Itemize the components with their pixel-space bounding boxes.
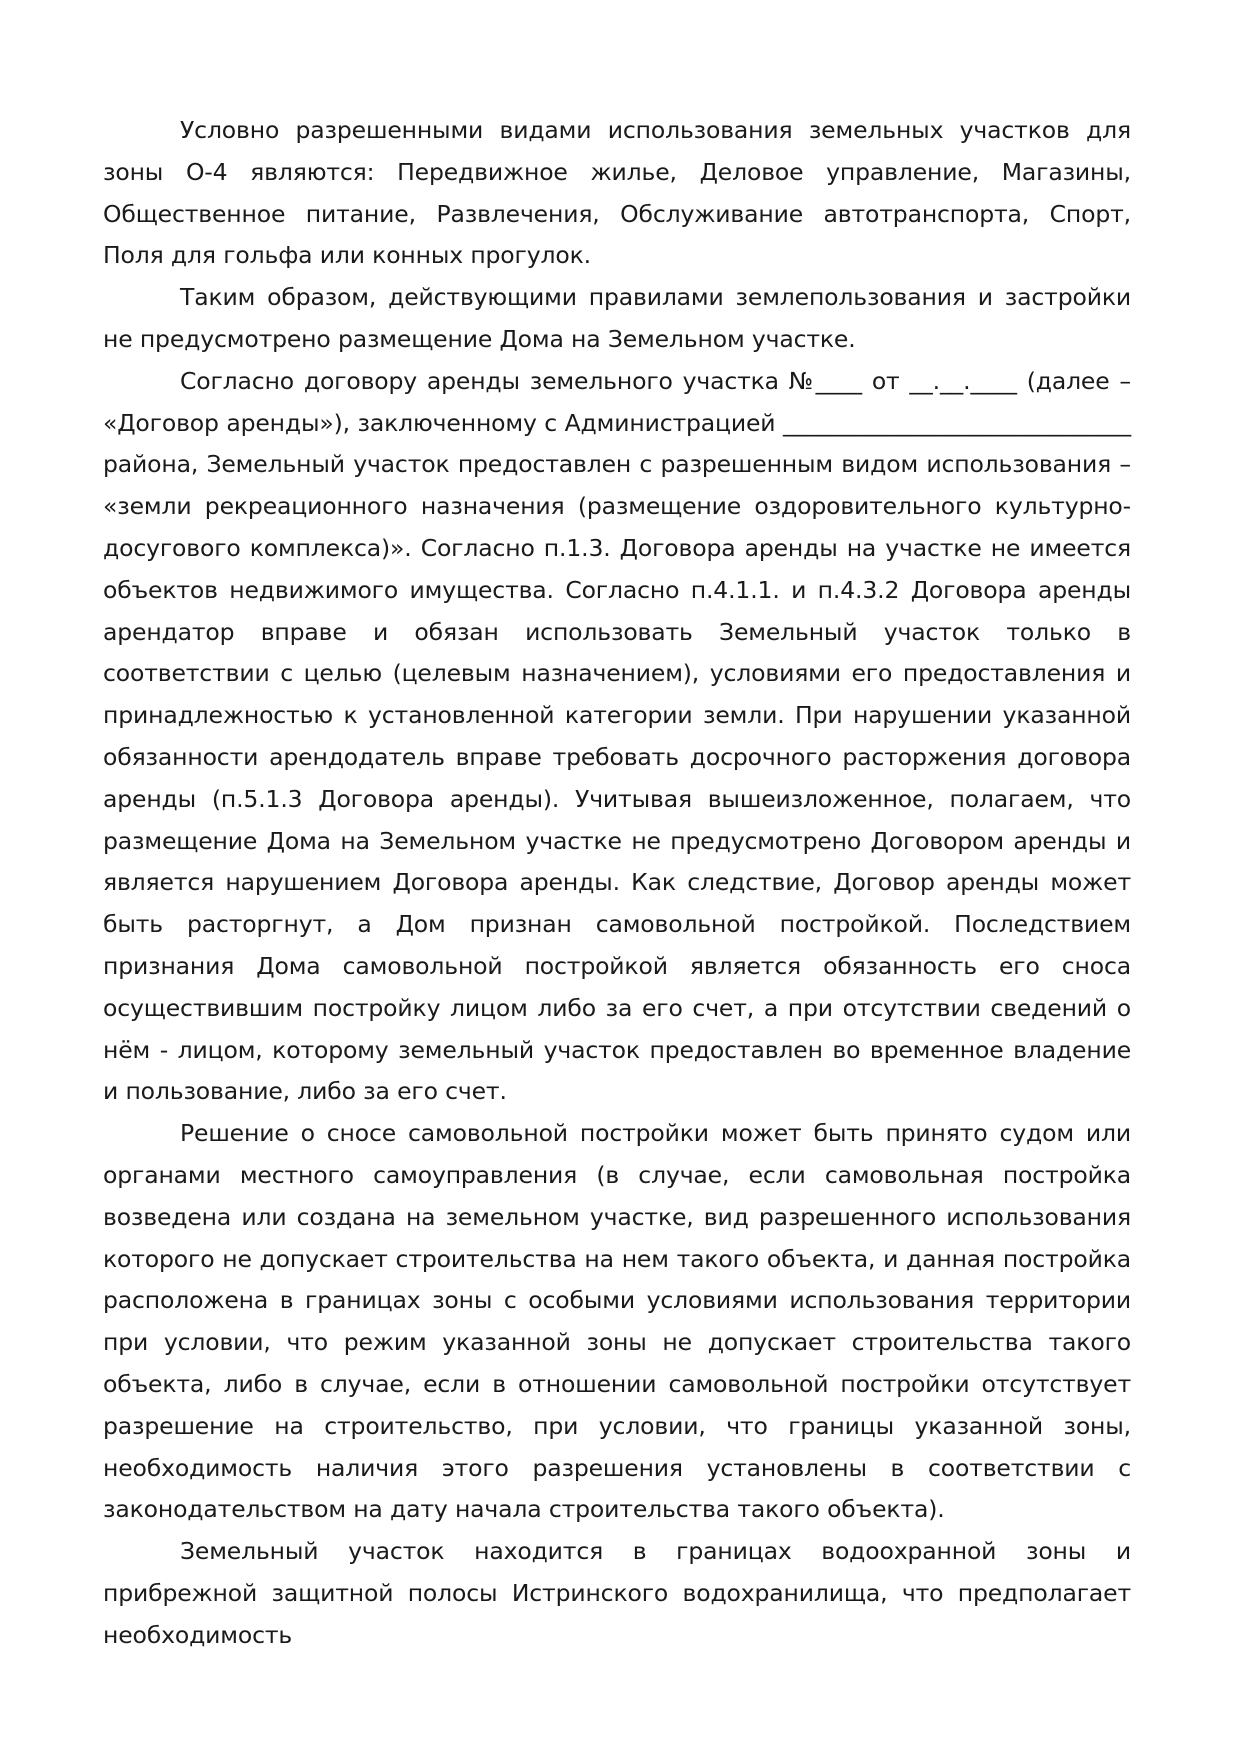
paragraph-water-protection-zone: Земельный участок находится в границах водоохранной зоны и прибрежной защитной полосы Истринского водохранилища, что предполагает необходимость <box>103 1537 1131 1649</box>
paragraph-conditional-uses: Условно разрешенными видами использования земельных участков для зоны О-4 являются: Передвижное жилье, Деловое управление, Магазины, Общественное питание, Развлечения, Обслуживание автотранспорта, Спорт, Поля для гольфа или конных прогулок. <box>103 116 1131 270</box>
paragraph-demolition-decision: Решение о сносе самовольной постройки может быть принято судом или органами местного самоуправления (в случае, если самовольная постройка возведена или создана на земельном участке, вид разрешенного использования которого не допускает строительства на нем такого объекта, и данная постройка расположена в границах зоны с особыми условиями использования территории при условии, что режим указанной зоны не допускает строительства такого объекта, либо в случае, если в отношении самовольной постройки отсутствует разрешение на строительство, при условии, что границы указанной зоны, необходимость наличия этого разрешения установлены в соответствии с законодательством на дату начала строительства такого объекта). <box>103 1119 1131 1524</box>
paragraph-conclusion-not-permitted: Таким образом, действующими правилами землепользования и застройки не предусмотрено размещение Дома на Земельном участке. <box>103 283 1131 353</box>
document-page <box>103 110 1131 1656</box>
paragraph-lease-agreement: Согласно договору аренды земельного участка №____ от __.__.____ (далее – «Договор аренды»), заключенному с Администрацией ______________________________ района, Земельный участок предоставлен с разрешенным видом использования – «земли рекреационного назначения (размещение оздоровительного культурно-досугового комплекса)». Согласно п.1.3. Договора аренды на участке не имеется объектов недвижимого имущества. Согласно п.4.1.1. и п.4.3.2 Договора аренды арендатор вправе и обязан использовать Земельный участок только в соответствии с целью (целевым назначением), условиями его предоставления и принадлежностью к установленной категории земли. При нарушении указанной обязанности арендодатель вправе требовать досрочного расторжения договора аренды (п.5.1.3 Договора аренды). Учитывая вышеизложенное, полагаем, что размещение Дома на Земельном участке не предусмотрено Договором аренды и является нарушением Договора аренды. Как следствие, Договор аренды может быть расторгнут, а Дом признан самовольной постройкой. Последствием признания Дома самовольной постройкой является обязанность его сноса осуществившим постройку лицом либо за его счет, а при отсутствии сведений о нём - лицом, которому земельный участок предоставлен во временное владение и пользование, либо за его счет. <box>103 366 1131 1106</box>
